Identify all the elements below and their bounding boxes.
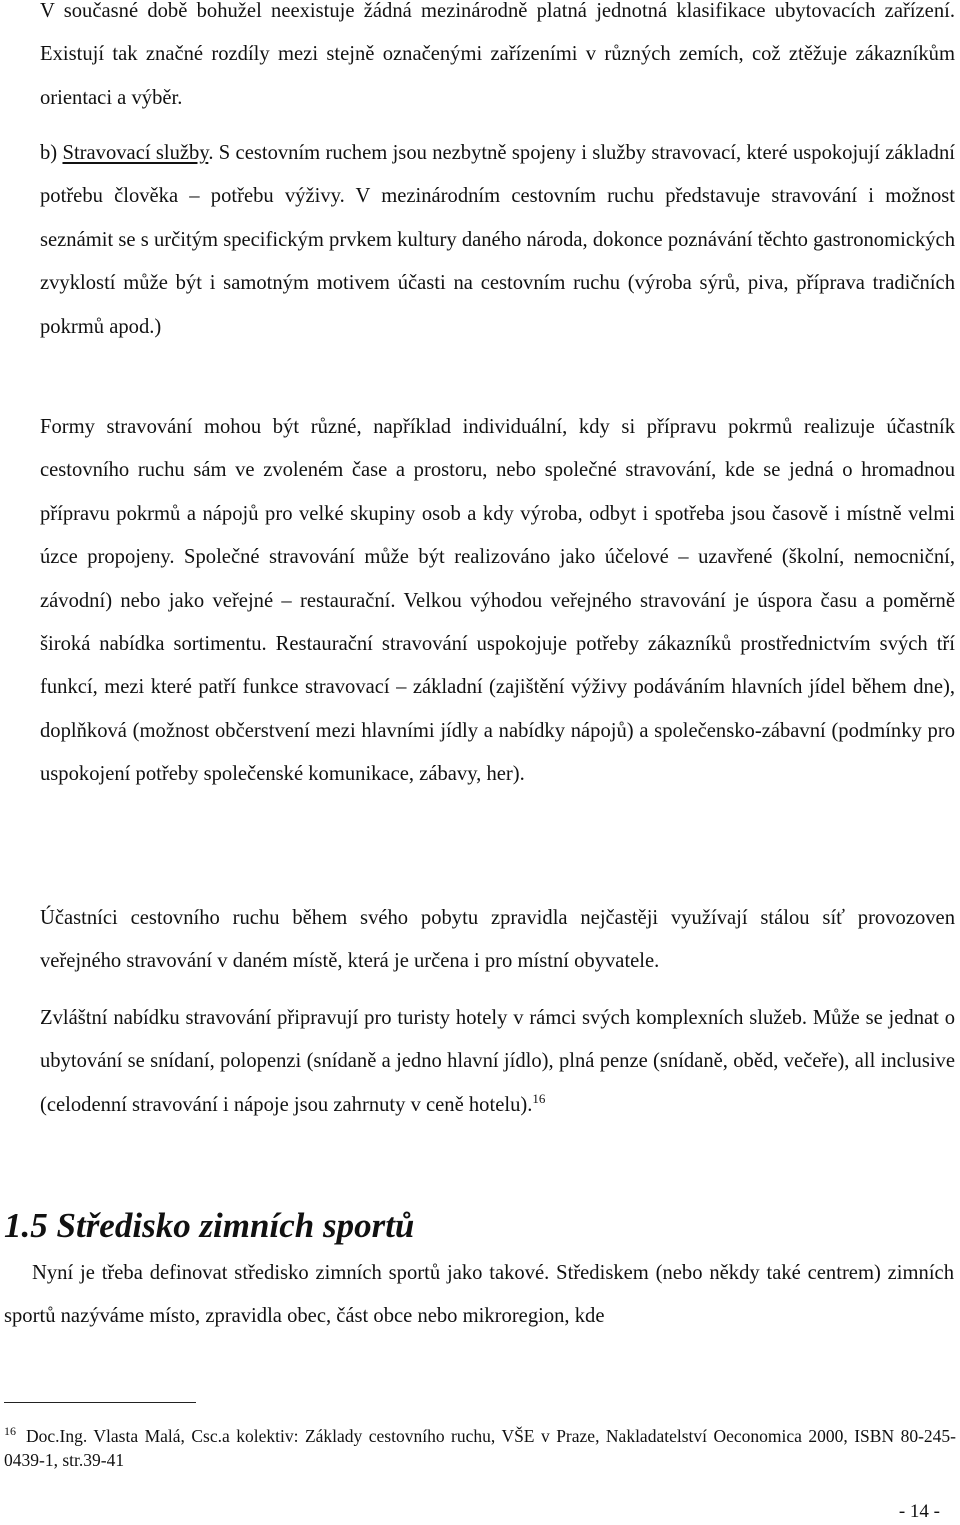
paragraph-text: Nyní je třeba definovat středisko zimních sportů jako takové. Střediskem (nebo někdy také centrem) zimních sportů nazýváme místo, zpravidla obec, část obce nebo mikroregion, kde	[4, 1262, 954, 1327]
term-catering-services: Stravovací služby	[62, 142, 209, 164]
paragraph-text: Zvláštní nabídku stravování připravují pro turisty hotely v rámci svých komplexních služeb. Může se jednat o ubytování se snídaní, polopenzi (snídaně a jedno hlavní jídlo), plná penze (snídaně, oběd, večeře), all inclusive (celodenní stravování i nápoje jsou zahrnuty v ceně hotelu).	[40, 1007, 955, 1116]
paragraph-hotel-catering	[40, 997, 955, 1127]
paragraph-winter-sports-center	[4, 1252, 954, 1338]
footnote-divider	[4, 1402, 196, 1403]
paragraph-catering-services	[40, 132, 955, 349]
section-heading: 1.5 Středisko zimních sportů	[4, 1206, 415, 1245]
paragraph-accommodation-classification: V současné době bohužel neexistuje žádná mezinárodně platná jednotná klasifikace ubytovacích zařízení. Existují tak značné rozdíly mezi stejně označenými zařízeními v různých zemích, což ztěžuje zákazníkům orientaci a výběr.	[40, 0, 955, 109]
footnote-number: 16	[4, 1424, 16, 1439]
paragraph-participants-catering: Účastníci cestovního ruchu během svého pobytu zpravidla nejčastěji využívají stálou síť provozoven veřejného stravování v daném místě, která je určena i pro místní obyvatele.	[40, 907, 955, 973]
footnote-text: Doc.Ing. Vlasta Malá, Csc.a kolektiv: Základy cestovního ruchu, VŠE v Praze, Nakladatelství Oeconomica 2000, ISBN 80-245-0439-1, str.39-41	[4, 1426, 956, 1470]
footnote	[4, 1424, 956, 1472]
paragraph-text: . S cestovním ruchem jsou nezbytně spojeny i služby stravovací, které uspokojují základní potřebu člověka – potřebu výživy. V mezinárodním cestovním ruchu představuje stravování i možnost seznámit se s určitým specifickým prvkem kultury daného národa, dokonce poznávání těchto gastronomických zvyklostí může být i samotným motivem účasti na cestovním ruchu (výroba sýrů, piva, příprava tradičních pokrmů apod.)	[40, 142, 955, 338]
list-marker: b)	[40, 142, 63, 164]
footnote-reference[interactable]: 16	[532, 1090, 546, 1106]
page-number: - 14 -	[898, 1501, 940, 1522]
paragraph-catering-forms: Formy stravování mohou být různé, například individuální, kdy si přípravu pokrmů realizuje účastník cestovního ruchu sám ve zvoleném čase a prostoru, nebo společné stravování, kde se jedná o hromadnou přípravu pokrmů a nápojů pro velké skupiny osob a kdy výroba, odbyt i spotřeba jsou časově i místně velmi úzce propojeny. Společné stravování může být realizováno jako účelové – uzavřené (školní, nemocniční, závodní) nebo jako veřejné – restaurační. Velkou výhodou veřejného stravování je úspora času a poměrně široká nabídka sortimentu. Restaurační stravování uspokojuje potřeby zákazníků prostřednictvím svých tří funkcí, mezi které patří funkce stravovací – základní (zajištění výživy podáváním hlavních jídel během dne), doplňková (možnost občerstvení mezi hlavními jídly a nabídky nápojů) a společensko-zábavní (podmínky pro uspokojení potřeby společenské komunikace, zábavy, her).	[40, 416, 955, 786]
